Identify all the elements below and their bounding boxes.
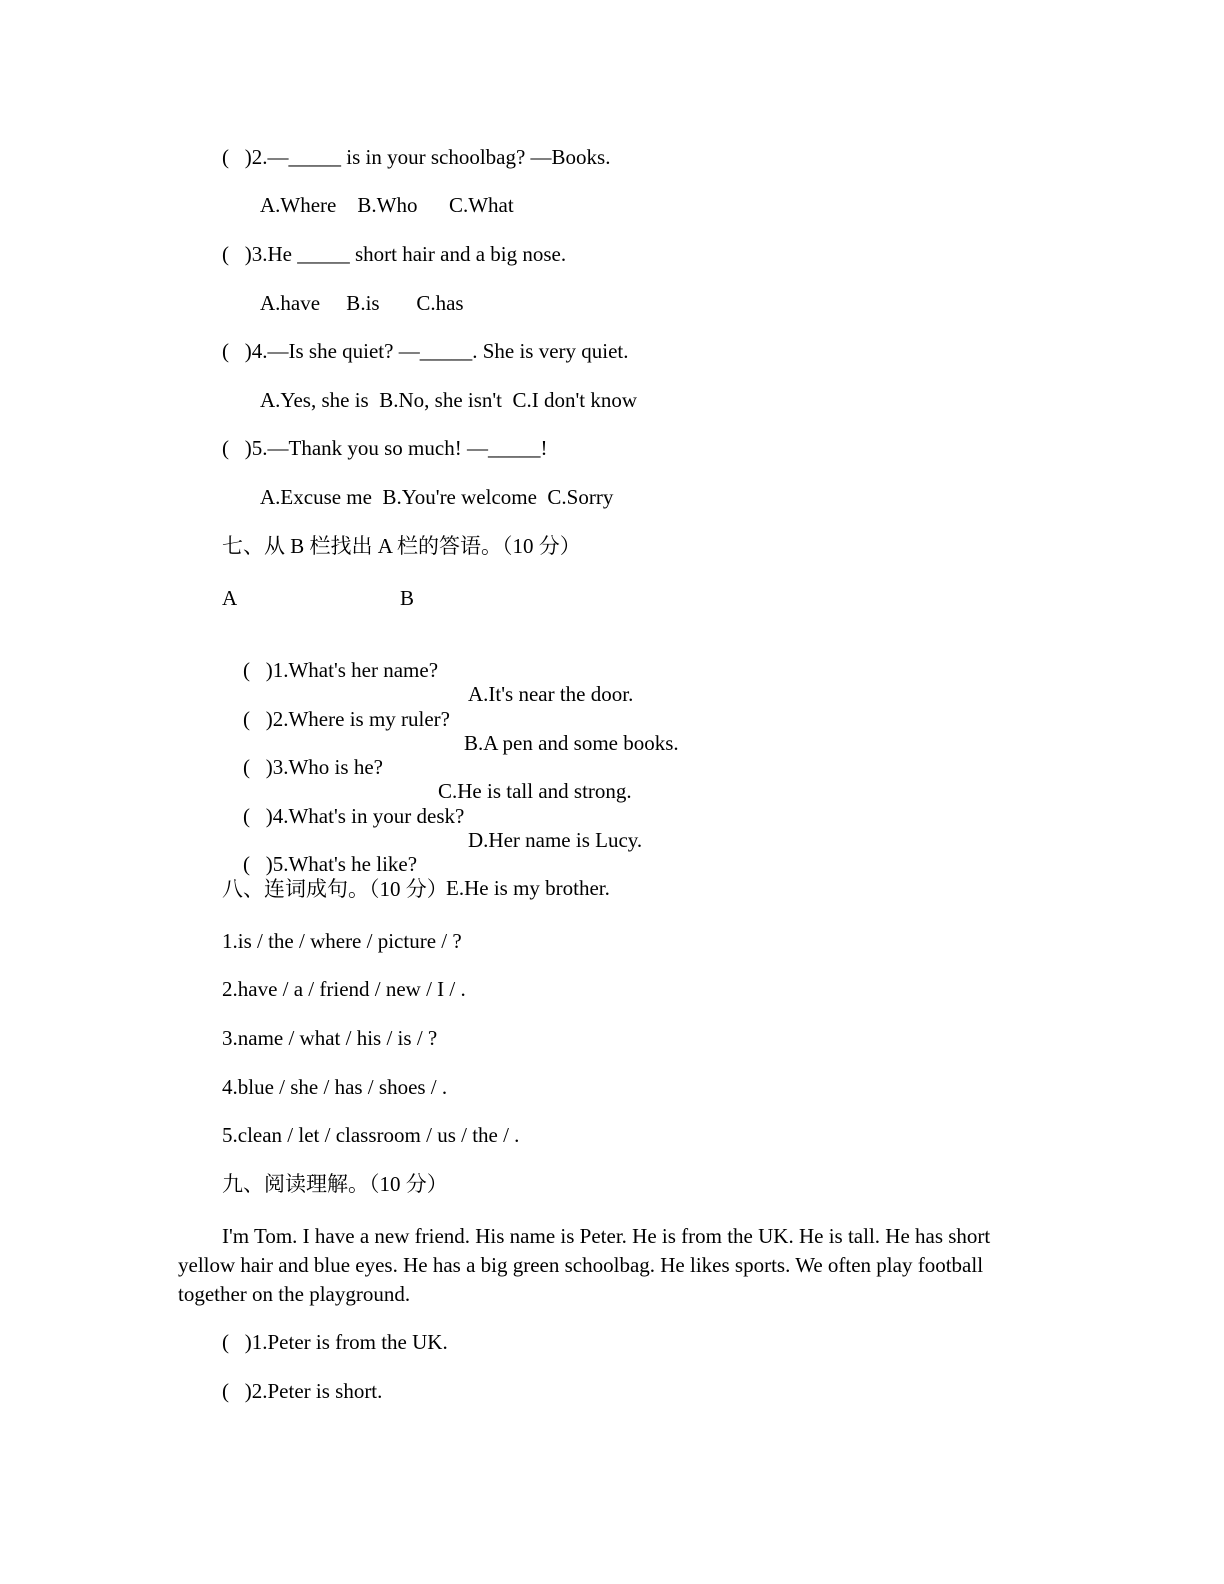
scramble-item: 1.is / the / where / picture / ? (222, 929, 462, 953)
section9-title: 九、阅读理解。（10 分） (222, 1172, 448, 1196)
match-question: ( )2.Where is my ruler? (243, 707, 450, 731)
match-question: ( )5.What's he like? (243, 852, 418, 876)
mc-options-3: A.have B.is C.has (260, 291, 464, 315)
match-question: ( )4.What's in your desk? (243, 804, 465, 828)
column-a-header: A (222, 586, 238, 610)
match-answer: A.It's near the door. (468, 682, 634, 706)
scramble-item: 2.have / a / friend / new / I / . (222, 977, 466, 1001)
mc-question-3: ( )3.He _____ short hair and a big nose. (222, 242, 567, 266)
reading-passage: I'm Tom. I have a new friend. His name is Peter. He is from the UK. He is tall. He has short yellow hair and blue eyes. He has a big green schoolbag. He likes sports. We often play football together on the playground. (178, 1224, 991, 1306)
match-question: ( )3.Who is he? (243, 755, 383, 779)
section7-title: 七、从 B 栏找出 A 栏的答语。（10 分） (222, 534, 581, 558)
match-answer: E.He is my brother. (446, 876, 610, 900)
column-b-header: B (400, 586, 415, 610)
mc-question-2: ( )2.—_____ is in your schoolbag? —Books. (222, 145, 611, 169)
mc-question-4: ( )4.—Is she quiet? —_____. She is very quiet. (222, 339, 629, 363)
match-question: ( )1.What's her name? (243, 658, 439, 682)
mc-options-2: A.Where B.Who C.What (260, 193, 514, 217)
mc-options-4: A.Yes, she is B.No, she isn't C.I don't know (260, 388, 638, 412)
match-answer: C.He is tall and strong. (438, 779, 632, 803)
scramble-item: 4.blue / she / has / shoes / . (222, 1075, 448, 1099)
section8-title: 八、连词成句。（10 分） (222, 877, 448, 901)
match-answer: B.A pen and some books. (464, 731, 679, 755)
true-false-item: ( )1.Peter is from the UK. (222, 1330, 448, 1354)
mc-options-5: A.Excuse me B.You're welcome C.Sorry (260, 485, 614, 509)
match-answer: D.Her name is Lucy. (468, 828, 643, 852)
scramble-item: 3.name / what / his / is / ? (222, 1026, 438, 1050)
mc-question-5: ( )5.—Thank you so much! —_____! (222, 436, 548, 460)
scramble-item: 5.clean / let / classroom / us / the / . (222, 1123, 520, 1147)
true-false-item: ( )2.Peter is short. (222, 1379, 383, 1403)
